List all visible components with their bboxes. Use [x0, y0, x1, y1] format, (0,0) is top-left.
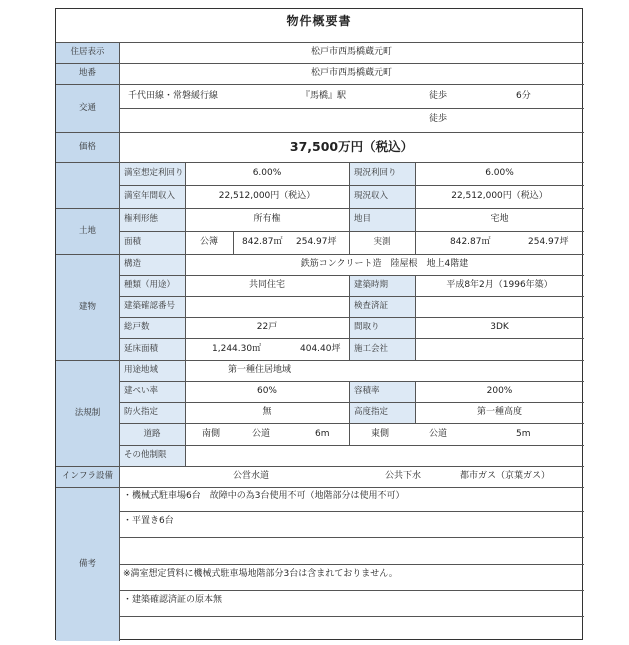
price-value: 37,500万円（税込）	[289, 138, 414, 154]
permit-value	[185, 296, 349, 317]
remark-line-2: ・平置き6台	[123, 516, 174, 526]
units-label: 総戸数	[119, 317, 185, 338]
transport-walk-2: 徒歩	[429, 114, 448, 124]
built-label: 建築時期	[349, 275, 415, 296]
zone-value: 第一種住居地域	[228, 365, 292, 375]
registry-label: 公簿	[199, 237, 218, 247]
floor-area-m2: 1,244.30㎡	[212, 344, 262, 354]
current-yield-label: 現況利回り	[349, 162, 415, 185]
far-value: 200%	[486, 386, 513, 396]
remarks-label: 備考	[56, 487, 119, 641]
area-label: 面積	[119, 231, 185, 254]
road-east-side: 東側	[371, 429, 390, 439]
coverage-label: 建ぺい率	[119, 381, 185, 402]
full-yield-value: 6.00%	[252, 168, 282, 178]
current-yield-value: 6.00%	[485, 168, 514, 178]
structure-label: 構造	[119, 254, 185, 275]
infra-label: インフラ設備	[56, 466, 119, 487]
rights-value: 所有権	[253, 214, 281, 224]
structure-value: 鉄筋コンクリート造 陸屋根 地上4階建	[300, 259, 469, 269]
built-value: 平成8年2月（1996年築）	[446, 280, 553, 290]
survey-tsubo: 254.97坪	[528, 237, 569, 247]
transport-station: 『馬橋』駅	[301, 91, 347, 101]
inspection-label: 検査済証	[349, 296, 415, 317]
lot-value: 松戸市西馬橋蔵元町	[310, 68, 392, 78]
rights-label: 権利形態	[119, 208, 185, 231]
category-value: 宅地	[490, 214, 509, 224]
land-label: 土地	[56, 208, 119, 254]
lot-label: 地番	[56, 63, 119, 84]
coverage-value: 60%	[256, 386, 277, 396]
height-label: 高度指定	[349, 402, 415, 423]
full-yield-label: 満室想定利回り	[119, 162, 185, 185]
builder-value	[415, 338, 584, 360]
regulation-label: 法規制	[56, 360, 119, 466]
transport-label: 交通	[56, 84, 119, 132]
category-label: 地目	[349, 208, 415, 231]
road-label: 道路	[119, 423, 185, 445]
address-value: 松戸市西馬橋蔵元町	[310, 47, 392, 57]
road-south-side: 南側	[202, 429, 221, 439]
fire-label: 防火指定	[119, 402, 185, 423]
building-label: 建物	[56, 254, 119, 360]
transport-line: 千代田線・常磐緩行線	[128, 91, 219, 101]
other-restrictions-label: その他制限	[119, 445, 185, 466]
fire-value: 無	[262, 407, 272, 417]
full-income-label: 満室年間収入	[119, 185, 185, 208]
zone-label: 用途地域	[119, 360, 185, 381]
road-south-type: 公道	[252, 429, 271, 439]
road-east-width: 5m	[516, 429, 531, 439]
units-value: 22戸	[256, 322, 278, 332]
survey-label: 実測	[349, 231, 415, 254]
current-income-label: 現況収入	[349, 185, 415, 208]
infra-sewer: 公共下水	[385, 471, 422, 481]
layout-label: 間取り	[349, 317, 415, 338]
registry-tsubo: 254.97坪	[296, 237, 337, 247]
far-label: 容積率	[349, 381, 415, 402]
full-income-value: 22,512,000円（税込）	[218, 191, 316, 201]
remark-line-4: ※満室想定賃料に機械式駐車場地階部分3台は含まれておりません。	[123, 569, 398, 579]
permit-label: 建築確認番号	[119, 296, 185, 317]
infra-gas: 都市ガス（京葉ガス）	[460, 471, 551, 481]
remark-line-1: ・機械式駐車場6台 故障中の為3台使用不可（地階部分は使用不可）	[123, 491, 405, 501]
address-label: 住居表示	[56, 42, 119, 63]
document-title: 物件概要書	[286, 14, 352, 28]
road-east-type: 公道	[429, 429, 448, 439]
type-value: 共同住宅	[248, 280, 285, 290]
current-income-value: 22,512,000円（税込）	[451, 191, 548, 201]
floor-area-tsubo: 404.40坪	[300, 344, 341, 354]
income-category	[56, 162, 119, 208]
transport-minutes: 6分	[516, 91, 531, 101]
road-south-width: 6m	[315, 429, 330, 439]
builder-label: 施工会社	[349, 338, 415, 360]
type-label: 種類（用途）	[119, 275, 185, 296]
infra-water: 公営水道	[233, 471, 270, 481]
remark-line-5: ・建築確認済証の原本無	[123, 595, 223, 605]
layout-value: 3DK	[490, 322, 509, 332]
survey-m2: 842.87㎡	[450, 237, 491, 247]
inspection-value	[415, 296, 584, 317]
transport-walk: 徒歩	[429, 91, 448, 101]
floor-area-label: 延床面積	[119, 338, 185, 360]
height-value: 第一種高度	[476, 407, 522, 417]
price-label: 価格	[56, 132, 119, 162]
property-summary-sheet	[55, 8, 583, 640]
registry-m2: 842.87㎡	[242, 237, 283, 247]
